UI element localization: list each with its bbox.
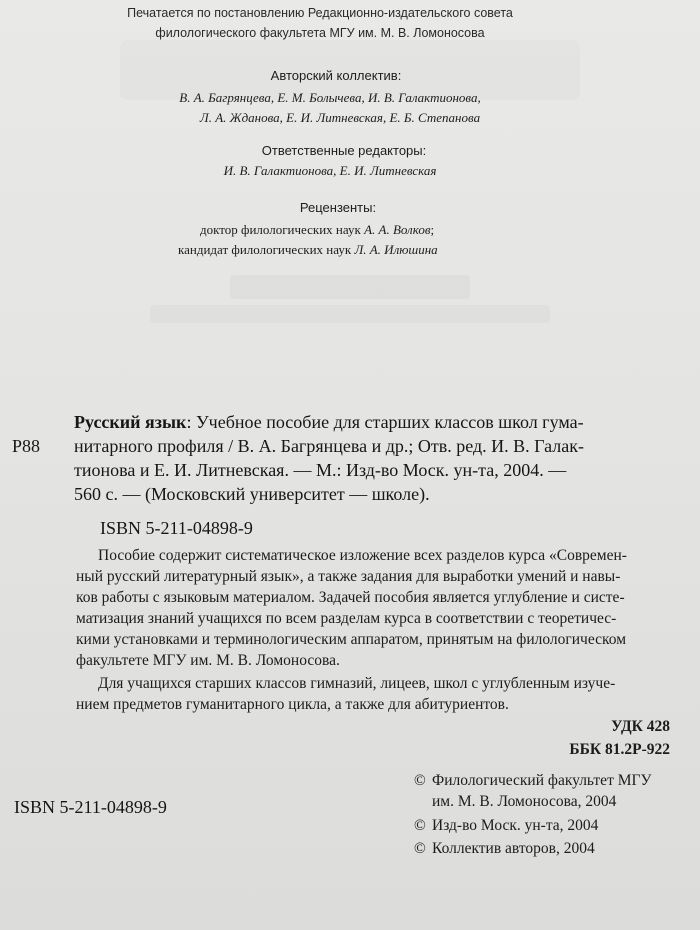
copyright-symbol: ©	[414, 772, 426, 789]
reviewer-2-title: кандидат филологических наук	[178, 242, 355, 257]
reviewers-heading: Рецензенты:	[299, 200, 377, 215]
publication-approval-line-2: филологического факультета МГУ им. М. В. Ломоносова	[155, 26, 485, 40]
abstract-line: кими установками и терминологическим аппаратом, принятым на филологическом	[76, 631, 627, 648]
reviewer-2	[178, 242, 438, 258]
catalog-line-1-rest: : Учебное пособие для старших классов школ гума-	[186, 412, 584, 432]
reviewer-2-name: Л. А. Илюшина	[354, 242, 438, 257]
copyright-line: Изд-во Моск. ун-та, 2004	[432, 817, 599, 834]
abstract-line: ный русский литературный язык», а также задания для выработки умений и навы-	[76, 568, 621, 585]
bbk-code: ББК 81.2Р-922	[569, 741, 670, 758]
catalog-line-4: 560 с. — (Московский университет — школе).	[74, 484, 430, 504]
isbn-bottom: ISBN 5-211-04898-9	[14, 797, 167, 817]
abstract-line: Для учащихся старших классов гимназий, лицеев, школ с углубленным изуче-	[98, 675, 616, 692]
reviewer-1	[200, 222, 434, 238]
abstract-line: матизация знаний учащихся по всем разделам курса в соответствии с теоретичес-	[76, 610, 617, 627]
editors-names: И. В. Галактионова, Е. И. Литневская	[223, 163, 437, 178]
udk-code: УДК 428	[611, 718, 670, 735]
publication-approval-line-1: Печатается по постановлению Редакционно-издательского совета	[127, 6, 513, 20]
catalog-code: Р88	[12, 436, 41, 456]
editors-heading: Ответственные редакторы:	[261, 143, 427, 158]
show-through-shadow	[150, 305, 550, 323]
copyright-symbol: ©	[414, 840, 426, 857]
catalog-line-1	[74, 412, 584, 433]
authors-line-2: Л. А. Жданова, Е. И. Литневская, Е. Б. Степанова	[199, 110, 481, 125]
reviewer-1-punct: ;	[430, 222, 435, 237]
abstract-line: факультете МГУ им. М. В. Ломоносова.	[76, 652, 340, 669]
abstract-line: ков работы с языковым материалом. Задачей пособия является углубление и систе-	[76, 589, 625, 606]
abstract-line: Пособие содержит систематическое изложение всех разделов курса «Современ-	[98, 547, 627, 564]
catalog-line-2: нитарного профиля / В. А. Багрянцева и др.; Отв. ред. И. В. Галак-	[74, 436, 584, 456]
catalog-isbn: ISBN 5-211-04898-9	[100, 518, 253, 538]
catalog-line-3: тионова и Е. И. Литневская. — М.: Изд-во Моск. ун-та, 2004. —	[74, 460, 567, 480]
reviewer-1-name: А. А. Волков	[364, 222, 431, 237]
copyright-line: Коллектив авторов, 2004	[432, 840, 595, 857]
book-title: Русский язык	[74, 412, 187, 432]
copyright-symbol: ©	[414, 817, 426, 834]
abstract-line: нием предметов гуманитарного цикла, а также для абитуриентов.	[76, 696, 509, 713]
copyright-line: Филологический факультет МГУ	[432, 772, 652, 789]
show-through-shadow	[230, 275, 470, 299]
authors-heading: Авторский коллектив:	[270, 68, 402, 83]
authors-line-1: В. А. Багрянцева, Е. М. Болычева, И. В. Галактионова,	[179, 90, 481, 105]
copyright-line: им. М. В. Ломоносова, 2004	[432, 793, 617, 810]
reviewer-1-title: доктор филологических наук	[200, 222, 365, 237]
